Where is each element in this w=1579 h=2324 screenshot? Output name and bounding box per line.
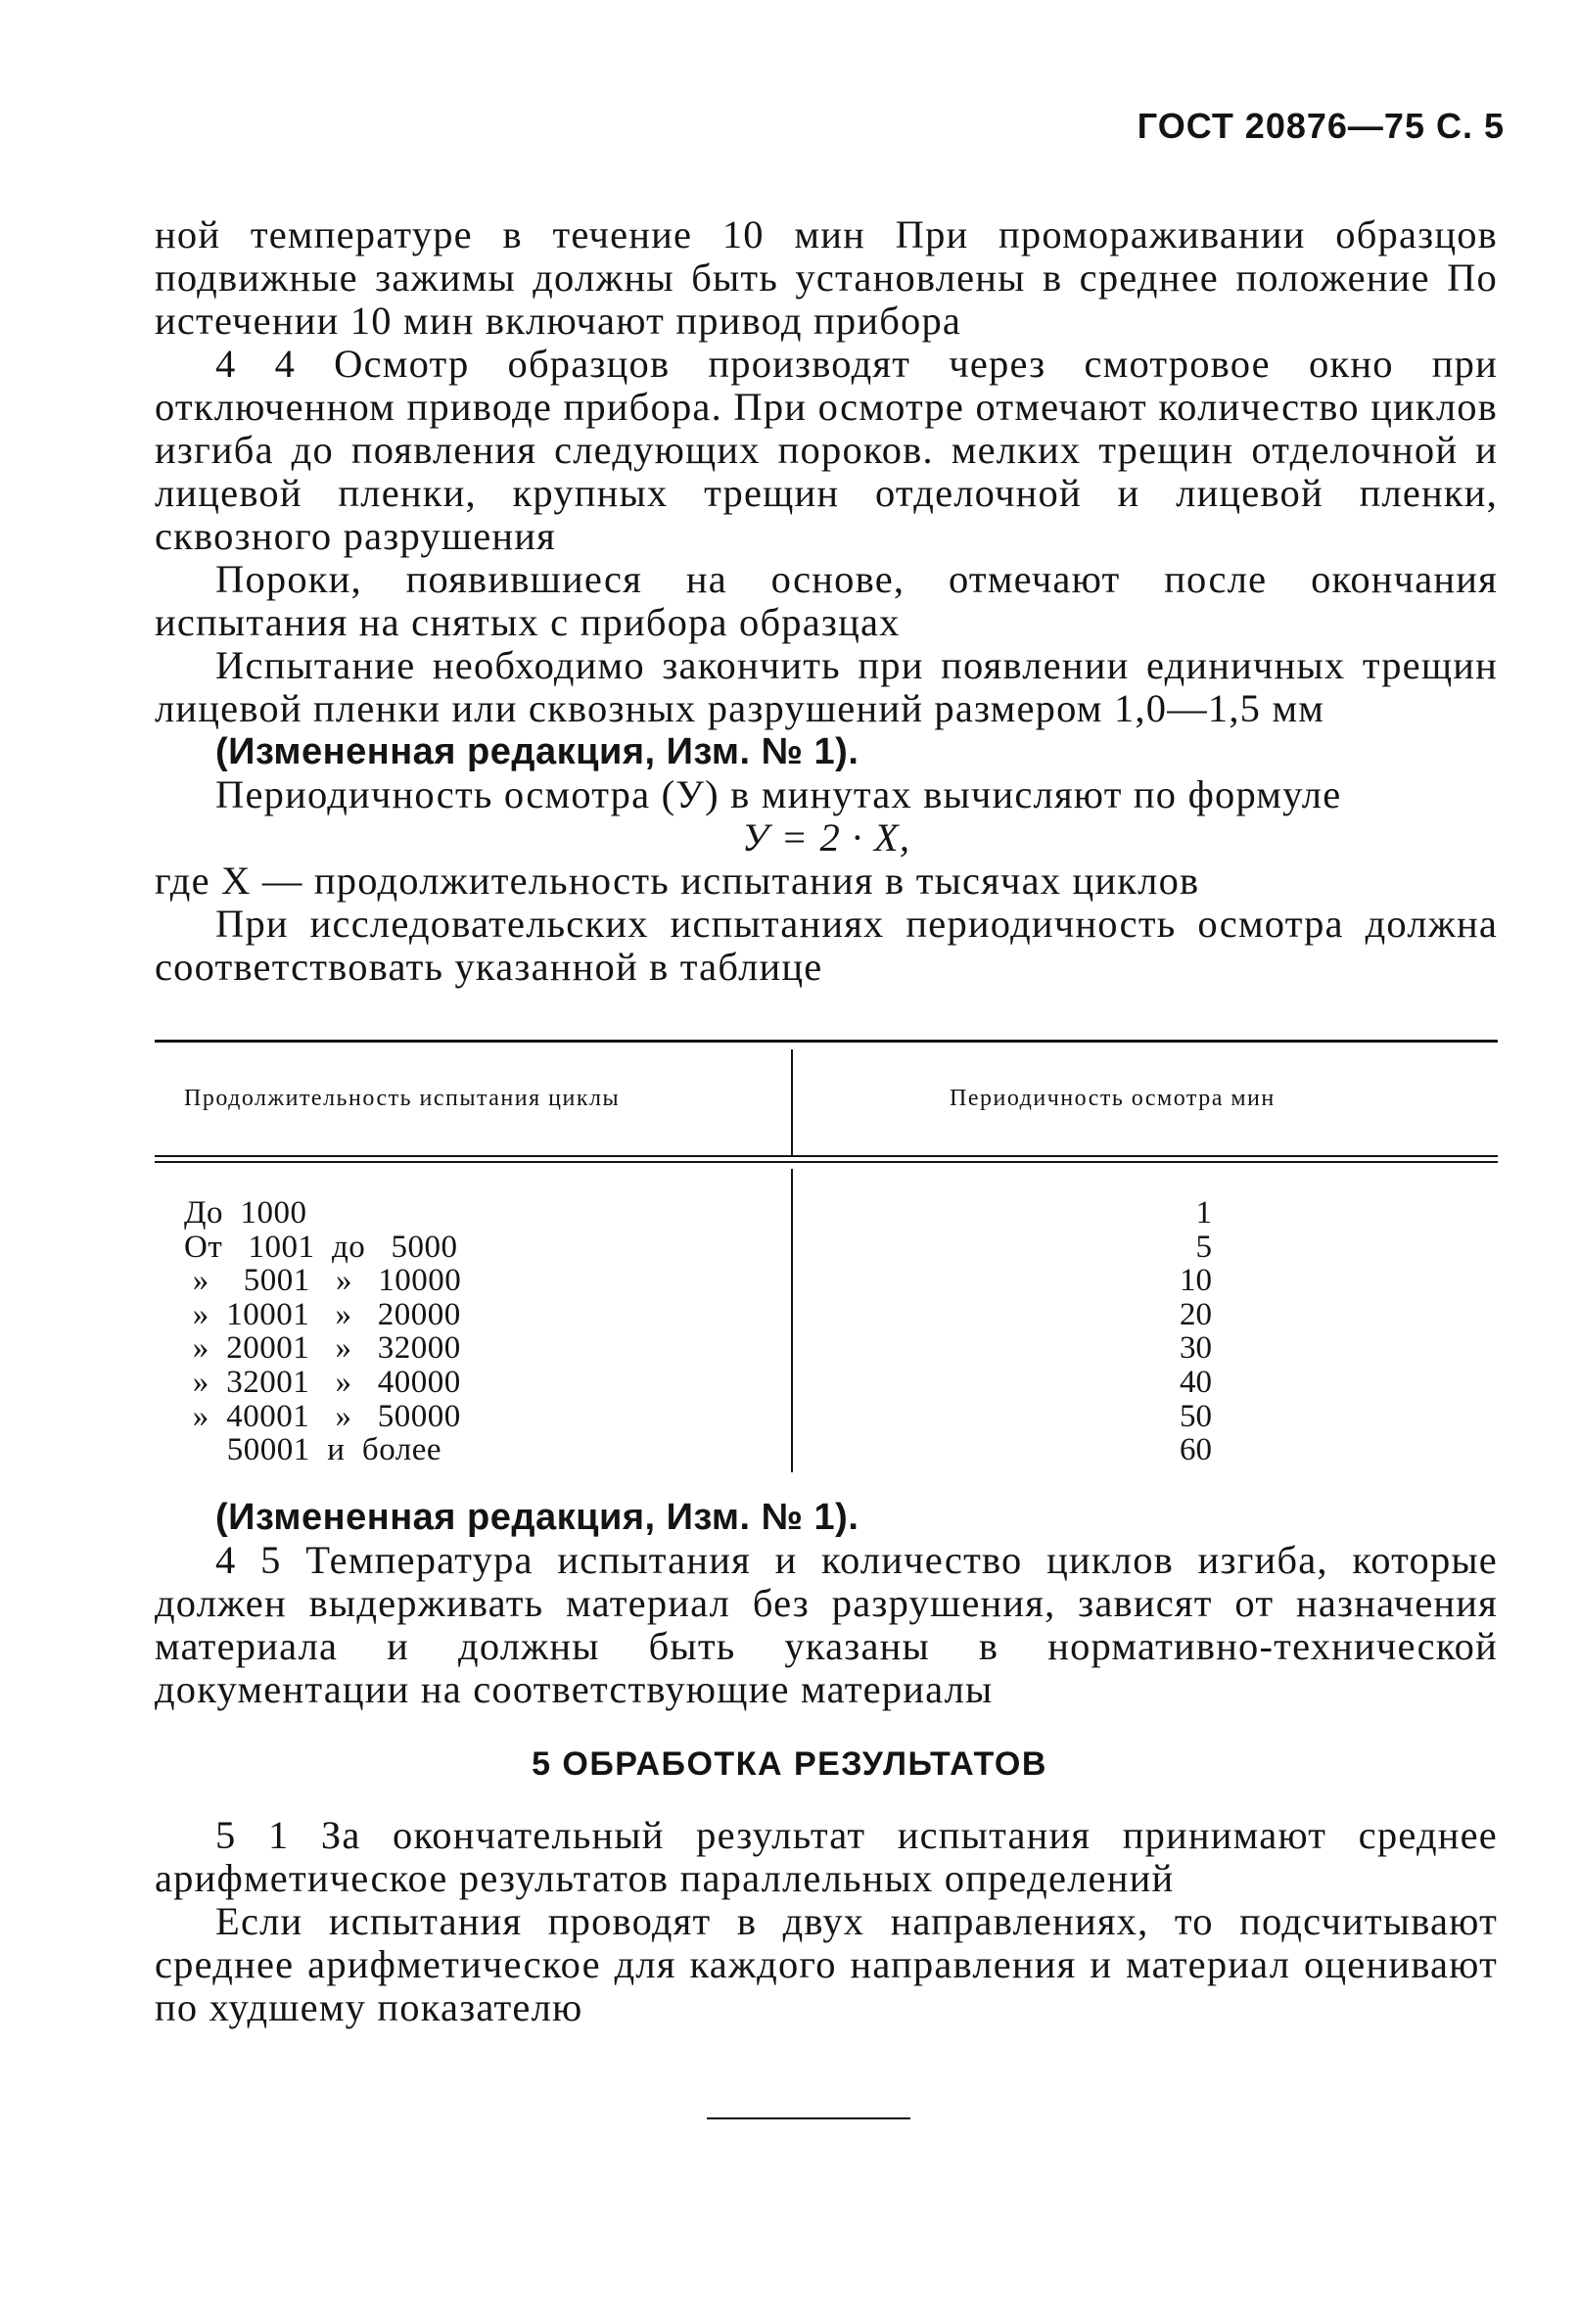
amendment-note-2: (Измененная редакция, Изм. № 1). (215, 1497, 859, 1538)
table-header-rule-2 (155, 1161, 1498, 1163)
paragraph-research: При исследовательских испытаниях периодичность осмотра должна соответствовать указанной в таблице (155, 902, 1498, 989)
body-text-top (155, 213, 1498, 989)
paragraph-4-5: 4 5 Температура испытания и количество циклов изгиба, которые должен выдерживать материал без разрушения, зависят от назначения материала и должны быть указаны в нормативно-технической документации на соответствующие материалы (155, 1538, 1498, 1711)
table-cell-period: 40 (1180, 1364, 1212, 1400)
inspection-table (155, 1040, 1498, 1490)
table-cell-period: 30 (1180, 1330, 1212, 1367)
body-text-section-5 (155, 1814, 1498, 2029)
table-top-rule (155, 1040, 1498, 1043)
paragraph-finish: Испытание необходимо закончить при появлении единичных трещин лицевой пленки или сквозных разрушений размером 1,0—1,5 мм (155, 643, 1498, 730)
section-title-5: 5 ОБРАБОТКА РЕЗУЛЬТАТОВ (532, 1745, 1047, 1783)
table-cell-period: 1 (1195, 1195, 1212, 1231)
document-header: ГОСТ 20876—75 С. 5 (1137, 106, 1505, 146)
amendment-note-1: (Измененная редакция, Изм. № 1). (215, 731, 859, 772)
paragraph-4-4: 4 4 Осмотр образцов производят через смотровое окно при отключенном приводе прибора. При осмотре отмечают количество циклов изгиба до появления следующих пороков. мелких трещин отделочной и лицевой пленки, крупных трещин отделочной и лицевой пленки, сквозного разрушения (155, 342, 1498, 558)
table-cell-period: 10 (1180, 1263, 1212, 1299)
table-cell-period: 60 (1180, 1432, 1212, 1468)
table-cell-duration: » 32001 » 40000 (184, 1364, 461, 1400)
table-cell-duration: » 5001 » 10000 (184, 1263, 462, 1299)
table-cell-period: 5 (1195, 1229, 1212, 1265)
table-header-rule-1 (155, 1155, 1498, 1157)
table-cell-period: 50 (1180, 1398, 1212, 1434)
table-header-period: Периодичность осмотра мин (950, 1086, 1276, 1111)
table-header-duration: Продолжительность испытания циклы (184, 1086, 621, 1111)
paragraph-periodicity: Периодичность осмотра (У) в минутах вычисляют по формуле (215, 772, 1342, 816)
table-cell-duration: До 1000 (184, 1195, 307, 1231)
table-cell-period: 20 (1180, 1296, 1212, 1332)
paragraph-5-1: 5 1 За окончательный результат испытания принимают среднее арифметическое результатов параллельных определений (155, 1813, 1498, 1900)
paragraph-continuation: ной температуре в течение 10 мин При промораживании образцов подвижные зажимы должны быть установлены в среднее положение По истечении 10 мин включают привод прибора (155, 212, 1498, 343)
paragraph-where: где X — продолжительность испытания в тысячах циклов (155, 859, 1200, 903)
table-cell-duration: » 20001 » 32000 (184, 1330, 461, 1367)
table-cell-duration: От 1001 до 5000 (184, 1229, 458, 1265)
body-text-after-table (155, 1496, 1498, 1711)
table-cell-duration: » 10001 » 20000 (184, 1296, 461, 1332)
end-rule (707, 2117, 910, 2119)
table-period-column (1114, 1196, 1212, 1467)
formula: У = 2 · X, (741, 815, 911, 860)
table-cell-duration: 50001 и более (184, 1432, 442, 1468)
paragraph-directions: Если испытания проводят в двух направлениях, то подсчитывают среднее арифметическое для каждого направления и материал оценивают по худшему показателю (155, 1899, 1498, 2029)
paragraph-defects: Пороки, появившиеся на основе, отмечают после окончания испытания на снятых с прибора образцах (155, 557, 1498, 644)
table-header-divider (791, 1049, 793, 1155)
table-cell-duration: » 40001 » 50000 (184, 1398, 461, 1434)
table-body-divider (791, 1169, 793, 1472)
table-duration-column (184, 1196, 461, 1467)
